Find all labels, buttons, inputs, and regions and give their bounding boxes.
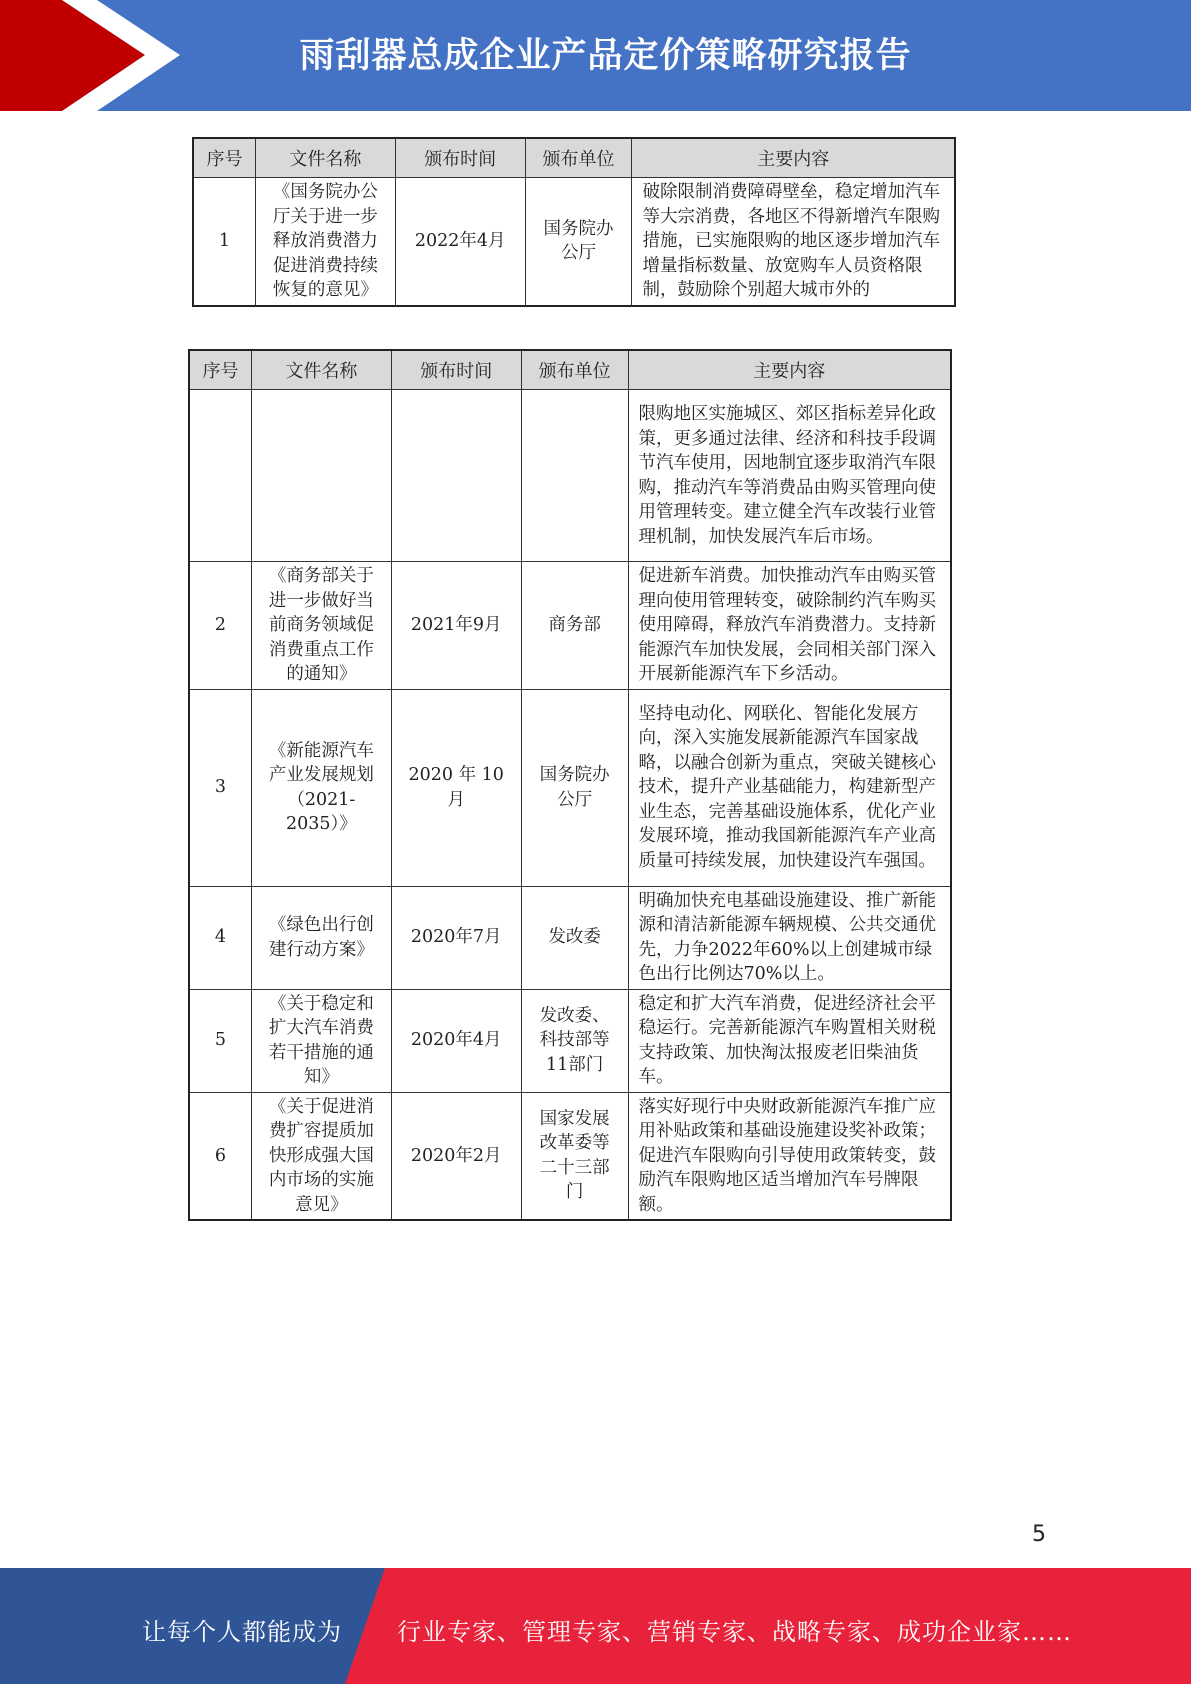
- header-seq: 序号: [190, 351, 252, 390]
- cell-date: 2020年4月: [391, 989, 521, 1092]
- cell-seq: 4: [190, 886, 252, 989]
- cell-content: 落实好现行中央财政新能源汽车推广应用补贴政策和基础设施建设奖补政策；促进汽车限购向引导使用政策转变，鼓励汽车限购地区适当增加汽车号牌限额。: [628, 1092, 950, 1220]
- cell-issuer: 国务院办公厅: [521, 689, 628, 886]
- page-header: [0, 0, 1191, 111]
- policy-table-2: [189, 350, 951, 1220]
- header-date: 颁布时间: [395, 139, 525, 178]
- cell-doc-name: [251, 390, 391, 562]
- policy-table-1: [193, 138, 955, 306]
- table-header-row: [190, 351, 951, 390]
- table-row: [190, 1092, 951, 1220]
- header-content: 主要内容: [632, 139, 955, 178]
- table-row: [190, 562, 951, 690]
- cell-doc-name: 《新能源汽车产业发展规划（2021-2035）》: [251, 689, 391, 886]
- header-date: 颁布时间: [391, 351, 521, 390]
- cell-date: 2020 年 10 月: [391, 689, 521, 886]
- cell-seq: 5: [190, 989, 252, 1092]
- cell-date: [391, 390, 521, 562]
- cell-date: 2020年7月: [391, 886, 521, 989]
- cell-doc-name: 《关于稳定和扩大汽车消费若干措施的通知》: [251, 989, 391, 1092]
- table-row: [190, 689, 951, 886]
- header-issuer: 颁布单位: [525, 139, 632, 178]
- header-issuer: 颁布单位: [521, 351, 628, 390]
- cell-content: 促进新车消费。加快推动汽车由购买管理向使用管理转变，破除制约汽车购买使用障碍，释放汽车消费潜力。支持新能源汽车加快发展，会同相关部门深入开展新能源汽车下乡活动。: [628, 562, 950, 690]
- header-doc-name: 文件名称: [255, 139, 395, 178]
- header-doc-name: 文件名称: [251, 351, 391, 390]
- cell-issuer: 发改委: [521, 886, 628, 989]
- cell-doc-name: 《绿色出行创建行动方案》: [251, 886, 391, 989]
- cell-seq: 3: [190, 689, 252, 886]
- footer-slogan-left: 让每个人都能成为: [142, 1618, 342, 1646]
- cell-content: 限购地区实施城区、郊区指标差异化政策，更多通过法律、经济和科技手段调节汽车使用，因地制宜逐步取消汽车限购，推动汽车等消费品由购买管理向使用管理转变。建立健全汽车改装行业管理机制，加快发展汽车后市场。: [628, 390, 950, 562]
- header-content: 主要内容: [628, 351, 950, 390]
- cell-content: 破除限制消费障碍壁垒，稳定增加汽车等大宗消费，各地区不得新增汽车限购措施，已实施限购的地区逐步增加汽车增量指标数量、放宽购车人员资格限制，鼓励除个别超大城市外的: [632, 178, 955, 306]
- cell-doc-name: 《关于促进消费扩容提质加快形成强大国内市场的实施意见》: [251, 1092, 391, 1220]
- table-row: [190, 886, 951, 989]
- table-row: [190, 989, 951, 1092]
- cell-seq: 1: [194, 178, 256, 306]
- footer-slogan-right: 行业专家、管理专家、营销专家、战略专家、成功企业家……: [397, 1618, 1072, 1646]
- cell-date: 2021年9月: [391, 562, 521, 690]
- table-row: [190, 390, 951, 562]
- page-number: 5: [1032, 1522, 1046, 1547]
- header-seq: 序号: [194, 139, 256, 178]
- table-row: [194, 178, 955, 306]
- report-title: 雨刮器总成企业产品定价策略研究报告: [299, 36, 912, 76]
- cell-issuer: 商务部: [521, 562, 628, 690]
- cell-issuer: 国家发展改革委等二十三部门: [521, 1092, 628, 1220]
- cell-content: 明确加快充电基础设施建设、推广新能源和清洁新能源车辆规模、公共交通优先，力争2022年60%以上创建城市绿色出行比例达70%以上。: [628, 886, 950, 989]
- cell-issuer: 国务院办公厅: [525, 178, 632, 306]
- cell-content: 稳定和扩大汽车消费，促进经济社会平稳运行。完善新能源汽车购置相关财税支持政策、加快淘汰报废老旧柴油货车。: [628, 989, 950, 1092]
- cell-seq: 6: [190, 1092, 252, 1220]
- page-footer: [0, 1568, 1191, 1684]
- cell-doc-name: 《国务院办公厅关于进一步释放消费潜力促进消费持续恢复的意见》: [255, 178, 395, 306]
- cell-issuer: 发改委、科技部等11部门: [521, 989, 628, 1092]
- cell-seq: 2: [190, 562, 252, 690]
- table-header-row: [194, 139, 955, 178]
- cell-doc-name: 《商务部关于进一步做好当前商务领域促消费重点工作的通知》: [251, 562, 391, 690]
- cell-seq: [190, 390, 252, 562]
- cell-content: 坚持电动化、网联化、智能化发展方向，深入实施发展新能源汽车国家战略，以融合创新为重点，突破关键核心技术，提升产业基础能力，构建新型产业生态，完善基础设施体系，优化产业发展环境，推动我国新能源汽车产业高质量可持续发展，加快建设汽车强国。: [628, 689, 950, 886]
- cell-date: 2022年4月: [395, 178, 525, 306]
- cell-date: 2020年2月: [391, 1092, 521, 1220]
- cell-issuer: [521, 390, 628, 562]
